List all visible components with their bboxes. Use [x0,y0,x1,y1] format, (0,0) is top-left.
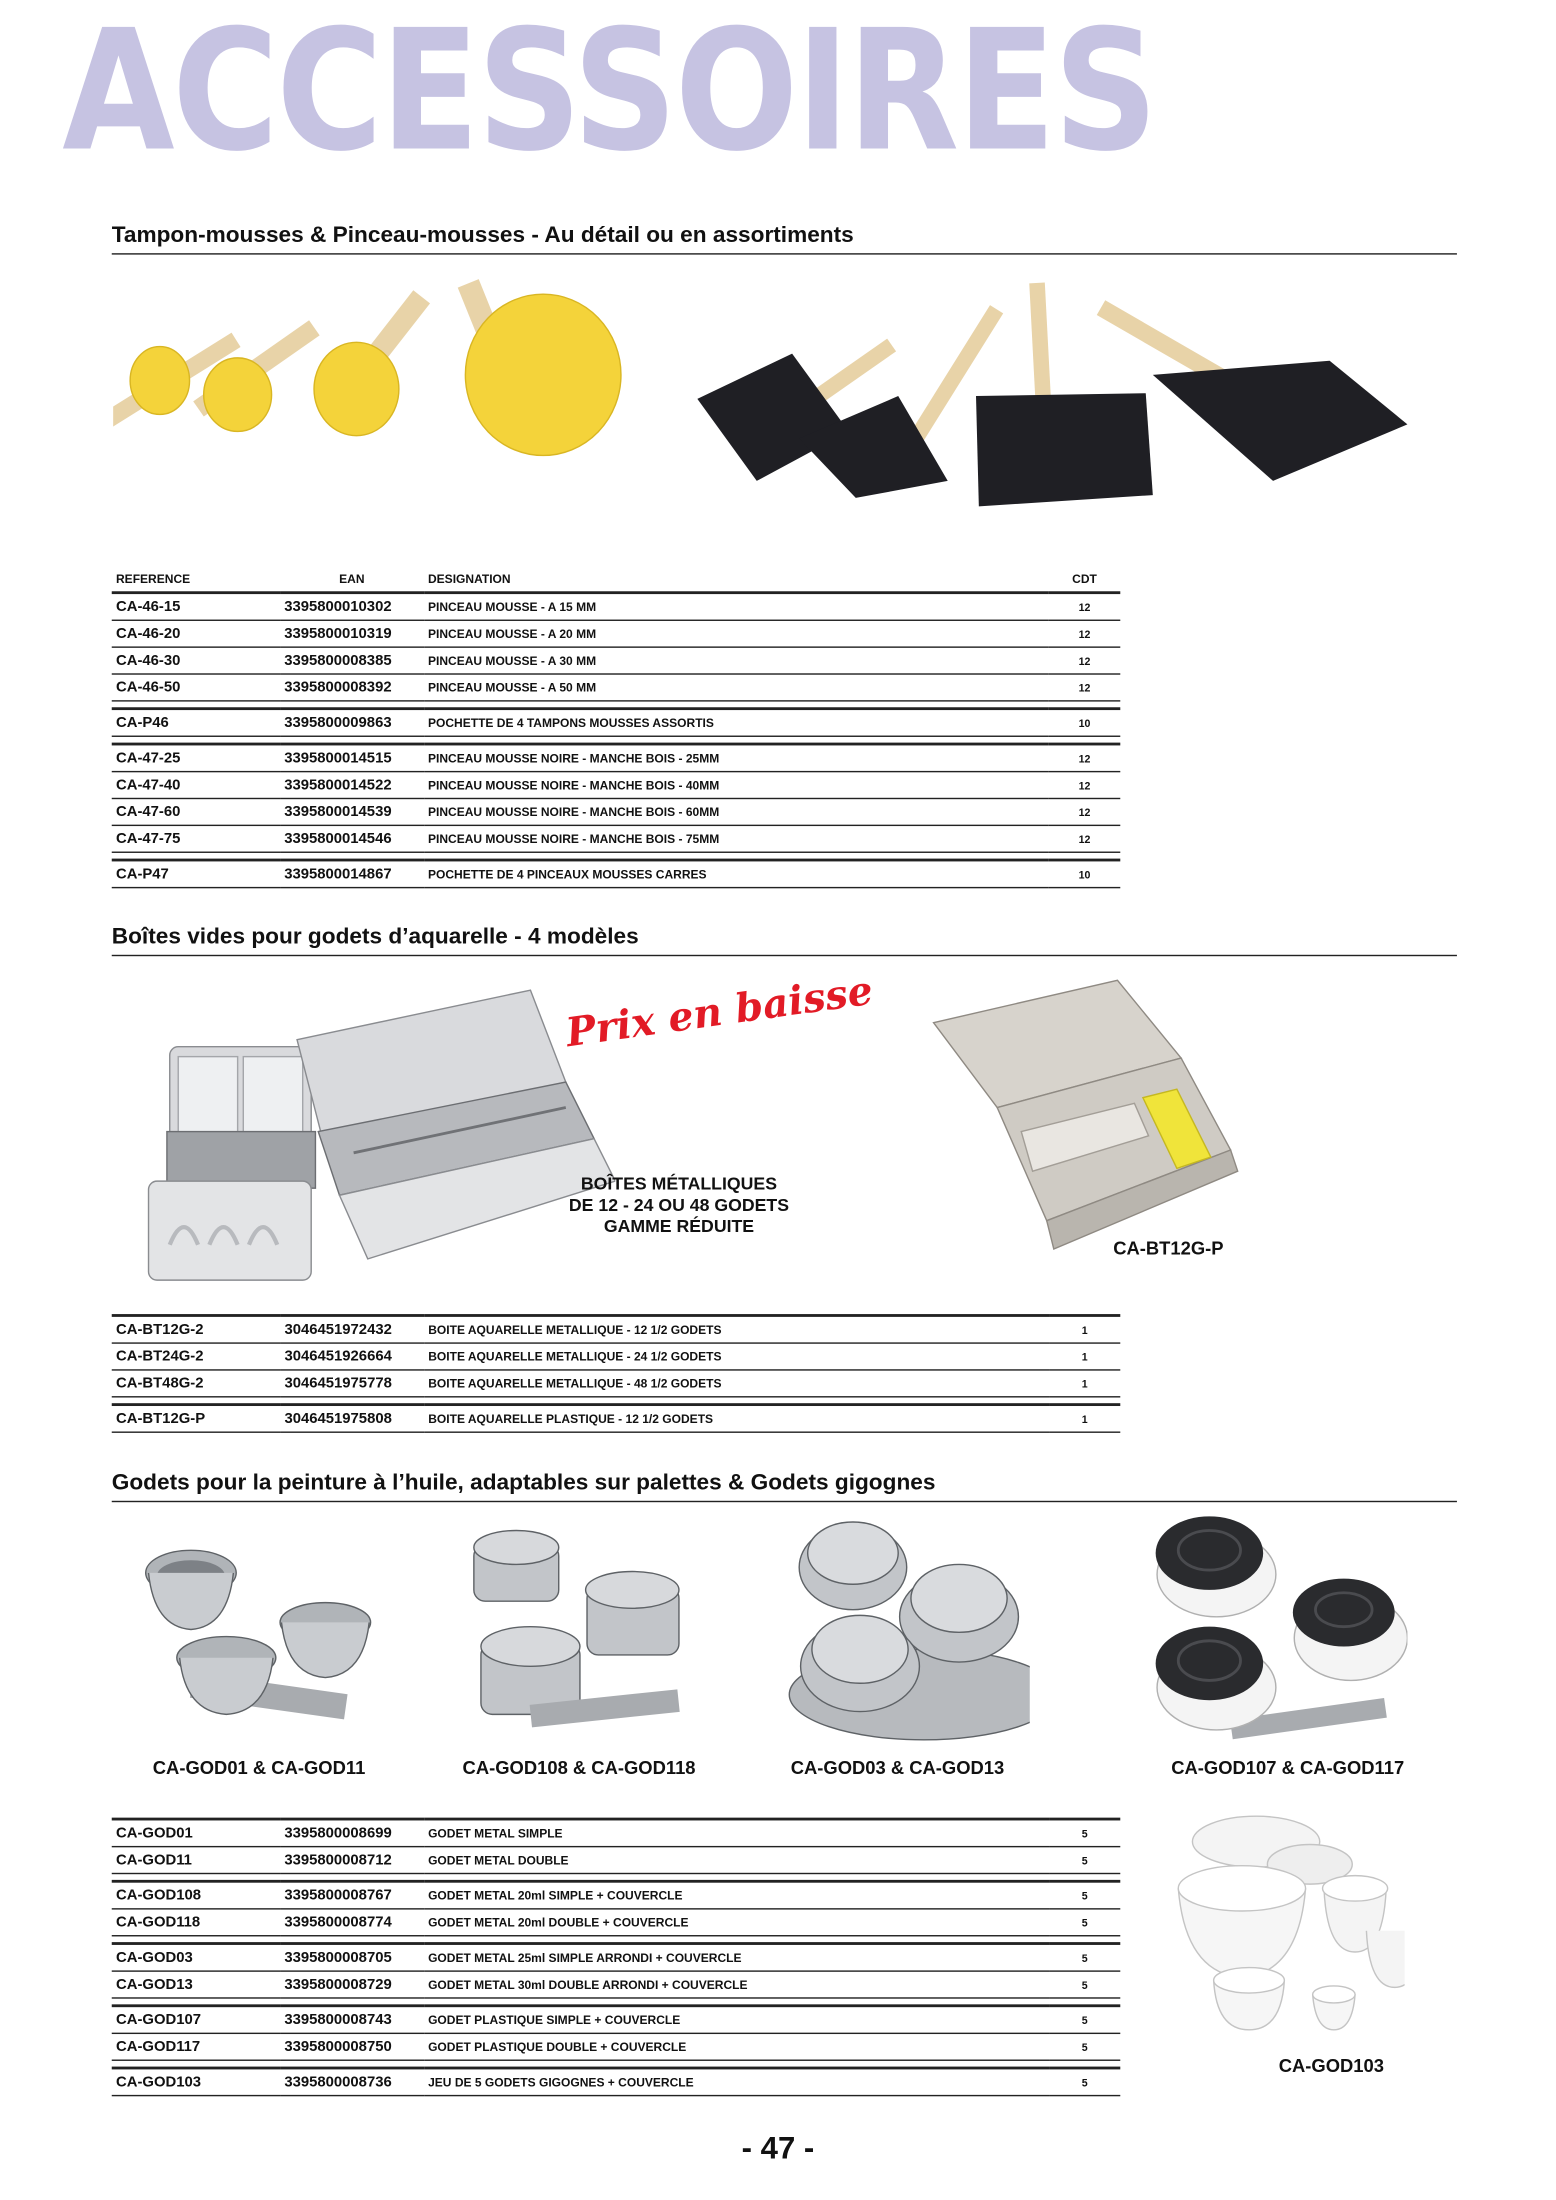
designation-cell: BOITE AQUARELLE METALLIQUE - 48 1/2 GODETS [424,1370,1049,1397]
designation-cell: GODET PLASTIQUE DOUBLE + COUVERCLE [424,2033,1049,2060]
cdt-cell: 1 [1049,1370,1120,1397]
designation-cell: PINCEAU MOUSSE NOIRE - MANCHE BOIS - 25MM [424,744,1049,772]
group-spacer [112,1397,1121,1405]
metal-boxes-line: GAMME RÉDUITE [603,1216,755,1237]
designation-cell: GODET METAL SIMPLE [424,1819,1049,1847]
ean-cell: 3395800014522 [280,772,424,799]
table-row [112,593,1121,621]
designation-cell: BOITE AQUARELLE METALLIQUE - 24 1/2 GODETS [424,1343,1049,1370]
designation-cell: PINCEAU MOUSSE - A 20 MM [424,620,1049,647]
table-row [112,860,1121,888]
reference-cell: CA-BT48G-2 [112,1370,280,1397]
metal-cups-lid-photo [460,1516,708,1735]
catalog-title: ACCESSOIRES [62,0,1156,189]
cdt-cell: 12 [1049,744,1120,772]
plastic-cups-photo [1146,1511,1408,1744]
cdt-cell: 12 [1049,798,1120,825]
cdt-cell: 5 [1049,1971,1120,1998]
section-title-watercolor-boxes: Boîtes vides pour godets d’aquarelle - 4 modèles [112,924,1457,957]
designation-cell: POCHETTE DE 4 TAMPONS MOUSSES ASSORTIS [424,709,1049,737]
group-spacer [112,852,1121,860]
table-row [112,798,1121,825]
reference-cell: CA-46-20 [112,620,280,647]
page-number: - 47 - [741,2130,815,2166]
section-title-oil-cups: Godets pour la peinture à l’huile, adaptables sur palettes & Godets gigognes [112,1470,1457,1503]
metal-boxes-photo [141,983,615,1287]
metal-boxes-description [560,1174,798,1238]
reference-cell: CA-47-60 [112,798,280,825]
metal-boxes-line: DE 12 - 24 OU 48 GODETS [568,1195,790,1216]
cups-caption-2: CA-GOD108 & CA-GOD118 [462,1756,696,1779]
metal-cups-photo [134,1516,382,1735]
table-row [112,1847,1121,1874]
group-spacer [112,701,1121,709]
plastic-box-caption: CA-BT12G-P [1113,1237,1224,1259]
designation-cell: JEU DE 5 GODETS GIGOGNES + COUVERCLE [424,2068,1049,2096]
reference-cell: CA-47-75 [112,825,280,852]
designation-cell: GODET METAL 25ml SIMPLE ARRONDI + COUVERCLE [424,1944,1049,1972]
cdt-cell: 1 [1049,1343,1120,1370]
ean-cell: 3395800008729 [280,1971,424,1998]
ean-cell: 3046451926664 [280,1343,424,1370]
sponge-brushes-photo [113,269,1443,545]
group-spacer [112,1998,1121,2006]
table-header-row [112,566,1121,593]
table-row [112,2033,1121,2060]
ean-cell: 3046451975808 [280,1405,424,1433]
reference-cell: CA-46-50 [112,674,280,701]
ean-cell: 3046451972432 [280,1315,424,1343]
ean-cell: 3395800008743 [280,2006,424,2034]
column-header-reference: REFERENCE [112,566,280,593]
ean-cell: 3395800014546 [280,825,424,852]
cdt-cell: 10 [1049,860,1120,888]
cdt-cell: 12 [1049,825,1120,852]
reference-cell: CA-P46 [112,709,280,737]
designation-cell: GODET METAL 20ml SIMPLE + COUVERCLE [424,1881,1049,1909]
cdt-cell: 5 [1049,1819,1120,1847]
cdt-cell: 5 [1049,2068,1120,2096]
designation-cell: PINCEAU MOUSSE NOIRE - MANCHE BOIS - 75MM [424,825,1049,852]
column-header-cdt: CDT [1049,566,1120,593]
ean-cell: 3395800008392 [280,674,424,701]
table-row [112,825,1121,852]
table-row [112,674,1121,701]
ean-cell: 3395800008750 [280,2033,424,2060]
reference-table-watercolor-boxes [112,1314,1121,1433]
cdt-cell: 5 [1049,2006,1120,2034]
ean-cell: 3395800014867 [280,860,424,888]
ean-cell: 3395800008736 [280,2068,424,2096]
plastic-box-photo [891,973,1259,1270]
flat-sponge-brushes [697,283,1407,507]
reference-cell: CA-GOD118 [112,1909,280,1936]
column-header-ean: EAN [280,566,424,593]
table-row [112,1944,1121,1972]
ean-cell: 3395800008699 [280,1819,424,1847]
reference-cell: CA-GOD103 [112,2068,280,2096]
group-spacer [112,1874,1121,1882]
ean-cell: 3395800010319 [280,620,424,647]
cups-caption-1: CA-GOD01 & CA-GOD11 [152,1756,366,1779]
table-row [112,1405,1121,1433]
nesting-cups-caption: CA-GOD103 [1278,2055,1384,2077]
table-row [112,709,1121,737]
reference-table-sponges [112,566,1121,889]
reference-cell: CA-GOD03 [112,1944,280,1972]
ean-cell: 3046451975778 [280,1370,424,1397]
section-title-sponges: Tampon-mousses & Pinceau-mousses - Au détail ou en assortiments [112,222,1457,255]
table-row [112,2068,1121,2096]
cdt-cell: 5 [1049,1909,1120,1936]
cups-caption-3: CA-GOD03 & CA-GOD13 [790,1756,1005,1779]
table-row [112,1971,1121,1998]
designation-cell: PINCEAU MOUSSE NOIRE - MANCHE BOIS - 40MM [424,772,1049,799]
cdt-cell: 12 [1049,674,1120,701]
metal-boxes-line: BOÎTES MÉTALLIQUES [580,1174,778,1194]
cdt-cell: 5 [1049,2033,1120,2060]
cdt-cell: 5 [1049,1944,1120,1972]
reference-cell: CA-47-40 [112,772,280,799]
cdt-cell: 1 [1049,1315,1120,1343]
cdt-cell: 12 [1049,620,1120,647]
ean-cell: 3395800008385 [280,647,424,674]
designation-cell: PINCEAU MOUSSE - A 50 MM [424,674,1049,701]
ean-cell: 3395800008767 [280,1881,424,1909]
round-sponge-dabbers [113,279,621,455]
table-row [112,1343,1121,1370]
ean-cell: 3395800009863 [280,709,424,737]
reference-cell: CA-P47 [112,860,280,888]
ean-cell: 3395800008774 [280,1909,424,1936]
table-row [112,1315,1121,1343]
table-row [112,772,1121,799]
table-row [112,744,1121,772]
designation-cell: GODET PLASTIQUE SIMPLE + COUVERCLE [424,2006,1049,2034]
table-row [112,1370,1121,1397]
cdt-cell: 1 [1049,1405,1120,1433]
group-spacer [112,736,1121,744]
reference-cell: CA-GOD117 [112,2033,280,2060]
metal-box-open [149,1047,316,1280]
designation-cell: GODET METAL DOUBLE [424,1847,1049,1874]
table-row [112,647,1121,674]
reference-cell: CA-BT24G-2 [112,1343,280,1370]
reference-cell: CA-BT12G-2 [112,1315,280,1343]
ean-cell: 3395800008712 [280,1847,424,1874]
reference-cell: CA-47-25 [112,744,280,772]
group-spacer [112,1936,1121,1944]
reference-cell: CA-46-15 [112,593,280,621]
cups-caption-4: CA-GOD107 & CA-GOD117 [1171,1756,1405,1779]
cdt-cell: 12 [1049,593,1120,621]
designation-cell: BOITE AQUARELLE PLASTIQUE - 12 1/2 GODETS [424,1405,1049,1433]
reference-cell: CA-GOD107 [112,2006,280,2034]
designation-cell: PINCEAU MOUSSE - A 30 MM [424,647,1049,674]
round-metal-cups-photo [775,1511,1030,1744]
column-header-designation: DESIGNATION [424,566,1049,593]
table-row [112,2006,1121,2034]
designation-cell: PINCEAU MOUSSE NOIRE - MANCHE BOIS - 60MM [424,798,1049,825]
nesting-cups-photo [1157,1811,1405,2051]
group-spacer [112,2060,1121,2068]
ean-cell: 3395800008705 [280,1944,424,1972]
designation-cell: GODET METAL 20ml DOUBLE + COUVERCLE [424,1909,1049,1936]
cdt-cell: 5 [1049,1847,1120,1874]
reference-cell: CA-GOD11 [112,1847,280,1874]
reference-cell: CA-GOD01 [112,1819,280,1847]
price-drop-badge: Prix en baisse [562,966,876,1057]
cdt-cell: 10 [1049,709,1120,737]
reference-table-oil-cups [112,1818,1121,2097]
designation-cell: PINCEAU MOUSSE - A 15 MM [424,593,1049,621]
table-row [112,1909,1121,1936]
ean-cell: 3395800014539 [280,798,424,825]
designation-cell: GODET METAL 30ml DOUBLE ARRONDI + COUVERCLE [424,1971,1049,1998]
reference-cell: CA-GOD13 [112,1971,280,1998]
cdt-cell: 5 [1049,1881,1120,1909]
designation-cell: BOITE AQUARELLE METALLIQUE - 12 1/2 GODETS [424,1315,1049,1343]
designation-cell: POCHETTE DE 4 PINCEAUX MOUSSES CARRES [424,860,1049,888]
cdt-cell: 12 [1049,647,1120,674]
table-row [112,1881,1121,1909]
cdt-cell: 12 [1049,772,1120,799]
ean-cell: 3395800010302 [280,593,424,621]
ean-cell: 3395800014515 [280,744,424,772]
reference-cell: CA-46-30 [112,647,280,674]
table-row [112,1819,1121,1847]
reference-cell: CA-GOD108 [112,1881,280,1909]
reference-cell: CA-BT12G-P [112,1405,280,1433]
table-row [112,620,1121,647]
